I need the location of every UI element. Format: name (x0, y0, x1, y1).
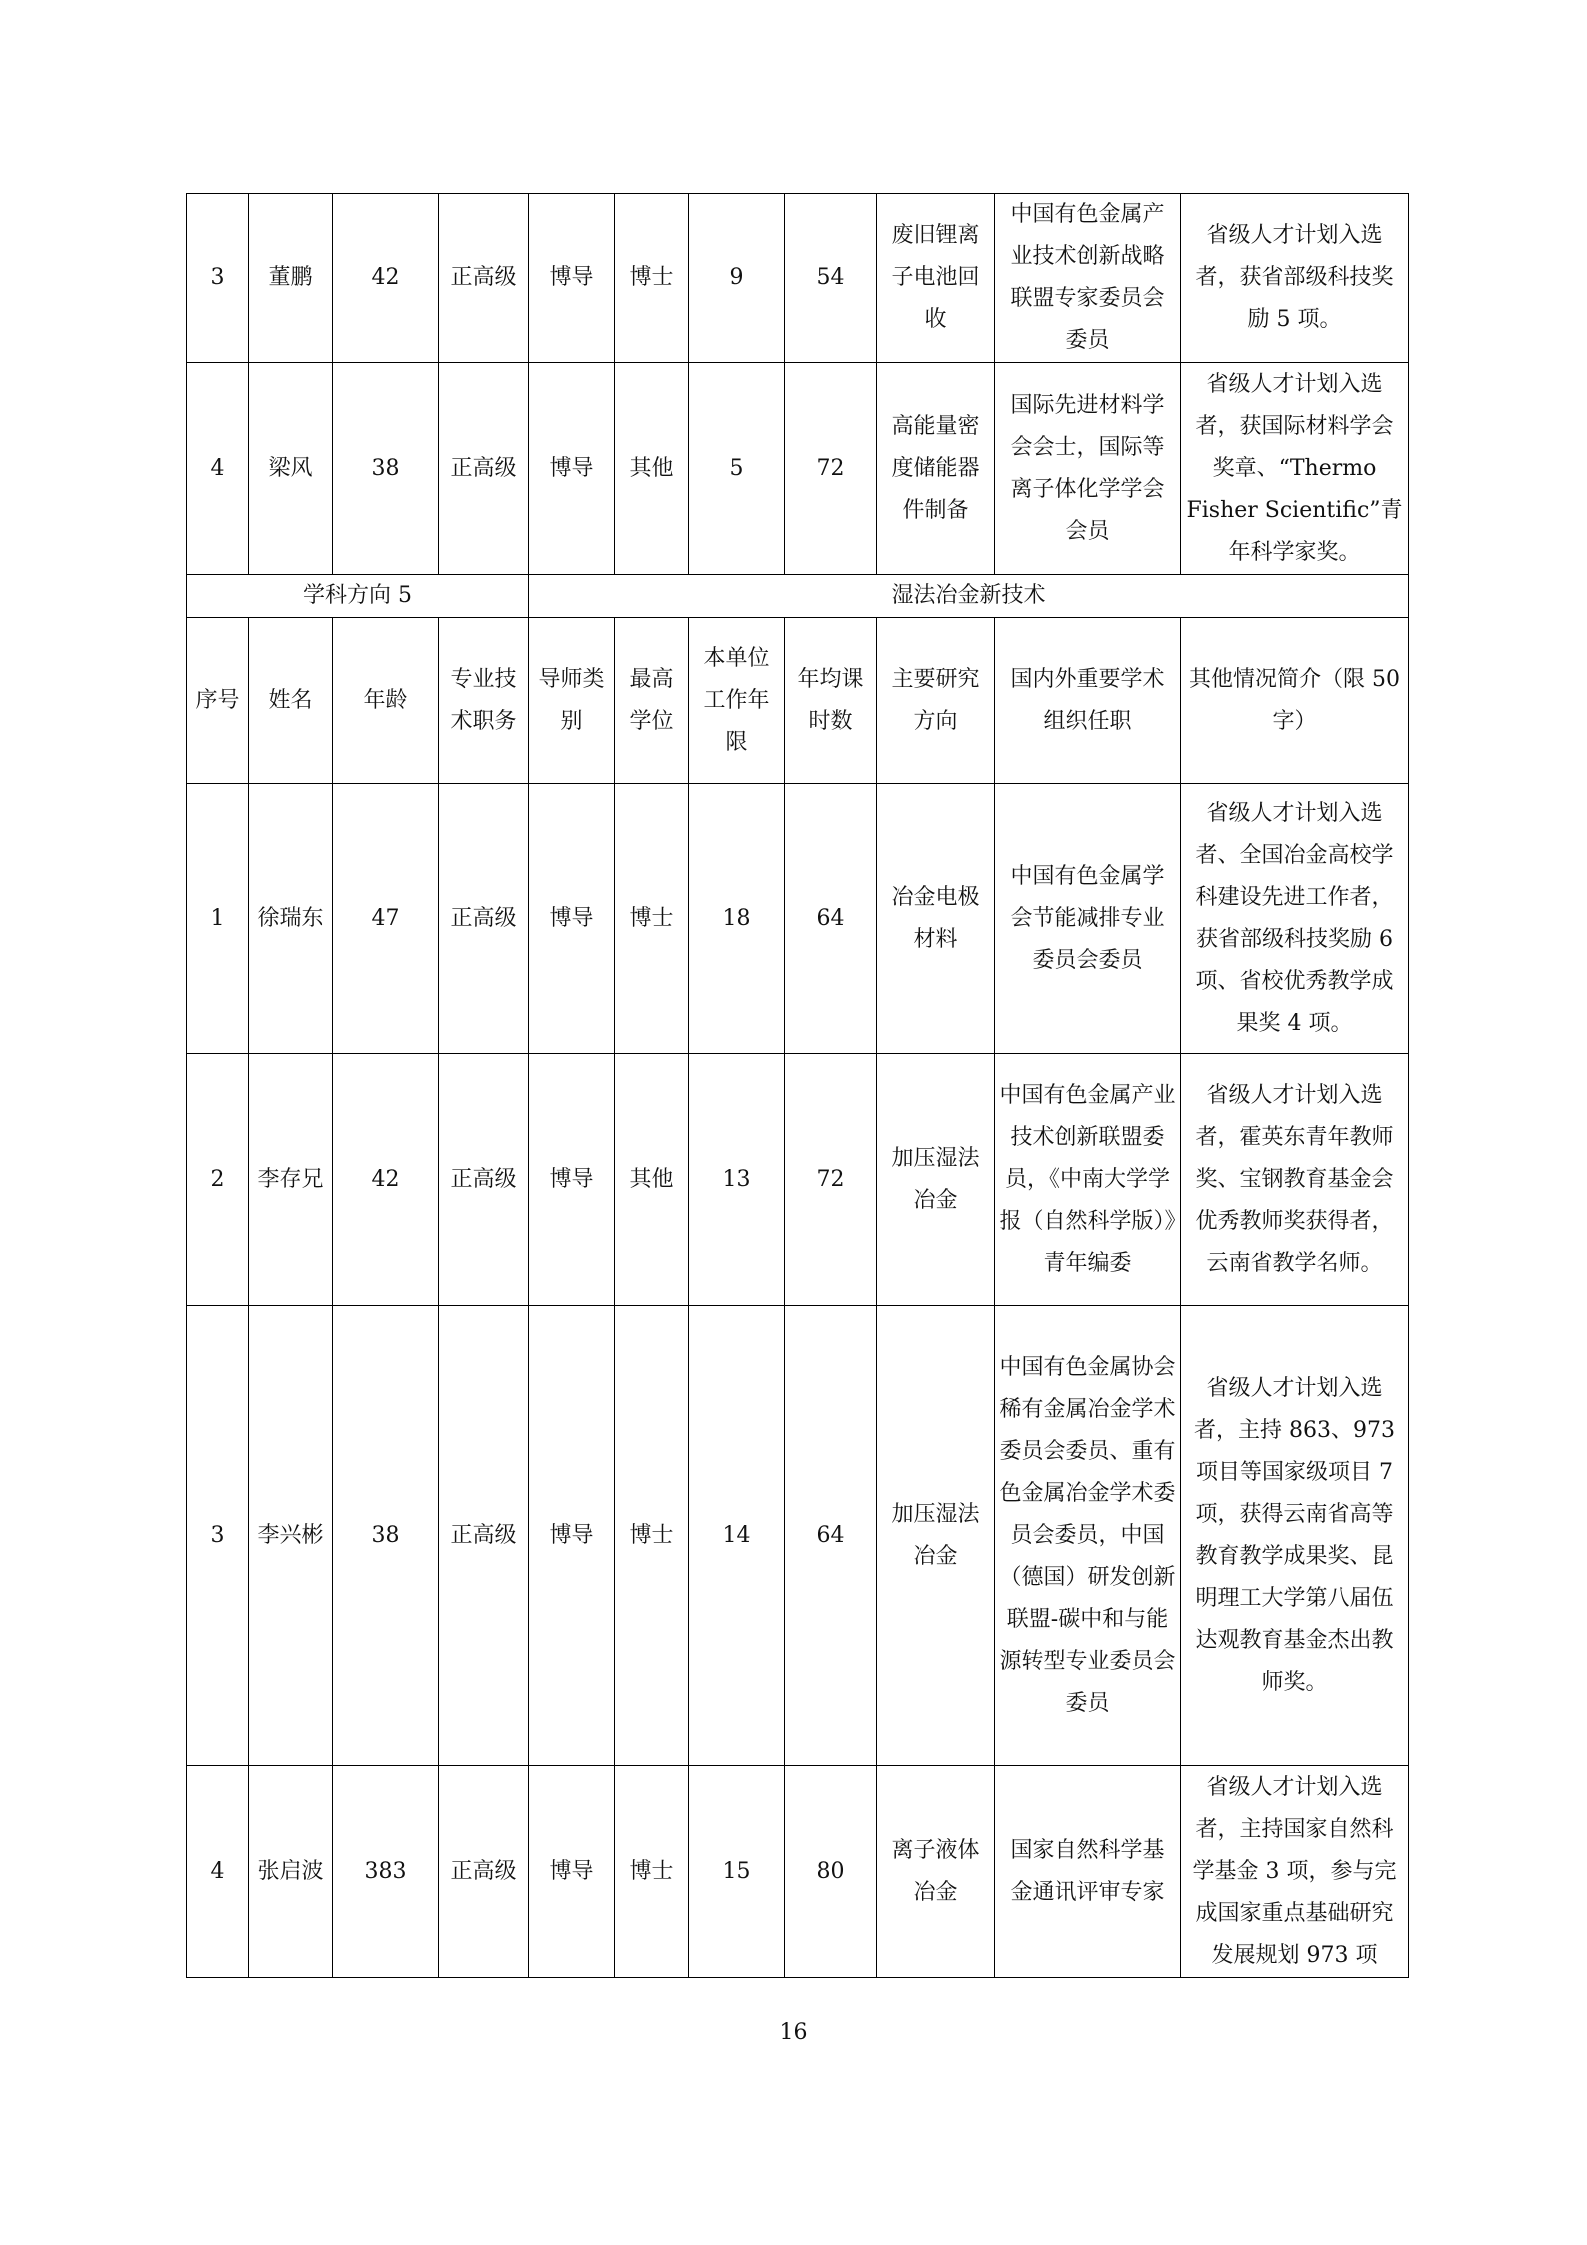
cell-years: 15 (689, 1766, 785, 1978)
cell-hours: 64 (785, 1306, 877, 1766)
header-other: 其他情况简介（限 50 字） (1181, 618, 1409, 784)
cell-years: 13 (689, 1054, 785, 1306)
cell-degree: 博士 (615, 1306, 689, 1766)
cell-degree: 博士 (615, 784, 689, 1054)
cell-hours: 64 (785, 784, 877, 1054)
cell-age: 47 (333, 784, 439, 1054)
cell-tutor-type: 博导 (529, 784, 615, 1054)
header-name: 姓名 (249, 618, 333, 784)
section-row (187, 575, 1409, 618)
cell-age: 383 (333, 1766, 439, 1978)
cell-positions: 中国有色金属产业技术创新战略联盟专家委员会委员 (995, 194, 1181, 363)
cell-years: 5 (689, 363, 785, 575)
table-row (187, 1766, 1409, 1978)
header-research: 主要研究方向 (877, 618, 995, 784)
cell-title: 正高级 (439, 1054, 529, 1306)
cell-age: 38 (333, 363, 439, 575)
cell-positions: 国际先进材料学会会士，国际等离子体化学学会会员 (995, 363, 1181, 575)
table-row (187, 1306, 1409, 1766)
cell-positions: 中国有色金属学会节能减排专业委员会委员 (995, 784, 1181, 1054)
cell-years: 9 (689, 194, 785, 363)
cell-research: 离子液体冶金 (877, 1766, 995, 1978)
header-age: 年龄 (333, 618, 439, 784)
header-title: 专业技术职务 (439, 618, 529, 784)
cell-hours: 54 (785, 194, 877, 363)
cell-name: 李存兄 (249, 1054, 333, 1306)
header-years: 本单位工作年限 (689, 618, 785, 784)
cell-no: 2 (187, 1054, 249, 1306)
cell-positions: 中国有色金属产业技术创新联盟委员，《中南大学学报（自然科学版）》青年编委 (995, 1054, 1181, 1306)
cell-no: 4 (187, 1766, 249, 1978)
cell-hours: 72 (785, 1054, 877, 1306)
cell-other: 省级人才计划入选者、全国冶金高校学科建设先进工作者，获省部级科技奖励 6 项、省校优秀教学成果奖 4 项。 (1181, 784, 1409, 1054)
cell-other: 省级人才计划入选者，霍英东青年教师奖、宝钢教育基金会优秀教师奖获得者，云南省教学名师。 (1181, 1054, 1409, 1306)
cell-no: 1 (187, 784, 249, 1054)
header-degree: 最高学位 (615, 618, 689, 784)
cell-other: 省级人才计划入选者，获国际材料学会奖章、“Thermo Fisher Scientific”青年科学家奖。 (1181, 363, 1409, 575)
cell-degree: 其他 (615, 363, 689, 575)
cell-hours: 72 (785, 363, 877, 575)
header-hours: 年均课时数 (785, 618, 877, 784)
cell-age: 38 (333, 1306, 439, 1766)
cell-title: 正高级 (439, 363, 529, 575)
table-row (187, 1054, 1409, 1306)
cell-no: 3 (187, 194, 249, 363)
cell-no: 3 (187, 1306, 249, 1766)
cell-positions: 中国有色金属协会稀有金属冶金学术委员会委员、重有色金属冶金学术委员会委员，中国（德国）研发创新联盟-碳中和与能源转型专业委员会委员 (995, 1306, 1181, 1766)
cell-title: 正高级 (439, 194, 529, 363)
page-number: 16 (779, 2020, 808, 2045)
cell-title: 正高级 (439, 784, 529, 1054)
cell-years: 14 (689, 1306, 785, 1766)
header-positions: 国内外重要学术组织任职 (995, 618, 1181, 784)
cell-research: 加压湿法冶金 (877, 1054, 995, 1306)
table-row (187, 363, 1409, 575)
cell-no: 4 (187, 363, 249, 575)
header-no: 序号 (187, 618, 249, 784)
cell-other: 省级人才计划入选者，获省部级科技奖励 5 项。 (1181, 194, 1409, 363)
cell-other: 省级人才计划入选者，主持国家自然科学基金 3 项，参与完成国家重点基础研究发展规划 973 项 (1181, 1766, 1409, 1978)
cell-tutor-type: 博导 (529, 363, 615, 575)
cell-name: 董鹏 (249, 194, 333, 363)
cell-other: 省级人才计划入选者，主持 863、973 项目等国家级项目 7 项，获得云南省高等教育教学成果奖、昆明理工大学第八届伍达观教育基金杰出教师奖。 (1181, 1306, 1409, 1766)
cell-name: 李兴彬 (249, 1306, 333, 1766)
cell-research: 加压湿法冶金 (877, 1306, 995, 1766)
cell-years: 18 (689, 784, 785, 1054)
header-row (187, 618, 1409, 784)
faculty-table (186, 193, 1409, 1978)
cell-age: 42 (333, 194, 439, 363)
cell-age: 42 (333, 1054, 439, 1306)
cell-positions: 国家自然科学基金通讯评审专家 (995, 1766, 1181, 1978)
cell-tutor-type: 博导 (529, 194, 615, 363)
cell-hours: 80 (785, 1766, 877, 1978)
cell-research: 冶金电极材料 (877, 784, 995, 1054)
cell-title: 正高级 (439, 1306, 529, 1766)
cell-degree: 博士 (615, 194, 689, 363)
section-label: 学科方向 5 (187, 575, 529, 618)
table-row (187, 784, 1409, 1054)
section-value: 湿法冶金新技术 (529, 575, 1409, 618)
cell-research: 高能量密度储能器件制备 (877, 363, 995, 575)
cell-name: 张启波 (249, 1766, 333, 1978)
cell-tutor-type: 博导 (529, 1306, 615, 1766)
cell-tutor-type: 博导 (529, 1766, 615, 1978)
table-row (187, 194, 1409, 363)
cell-tutor-type: 博导 (529, 1054, 615, 1306)
header-tutor-type: 导师类别 (529, 618, 615, 784)
cell-degree: 其他 (615, 1054, 689, 1306)
cell-name: 徐瑞东 (249, 784, 333, 1054)
cell-name: 梁风 (249, 363, 333, 575)
cell-degree: 博士 (615, 1766, 689, 1978)
cell-research: 废旧锂离子电池回收 (877, 194, 995, 363)
cell-title: 正高级 (439, 1766, 529, 1978)
